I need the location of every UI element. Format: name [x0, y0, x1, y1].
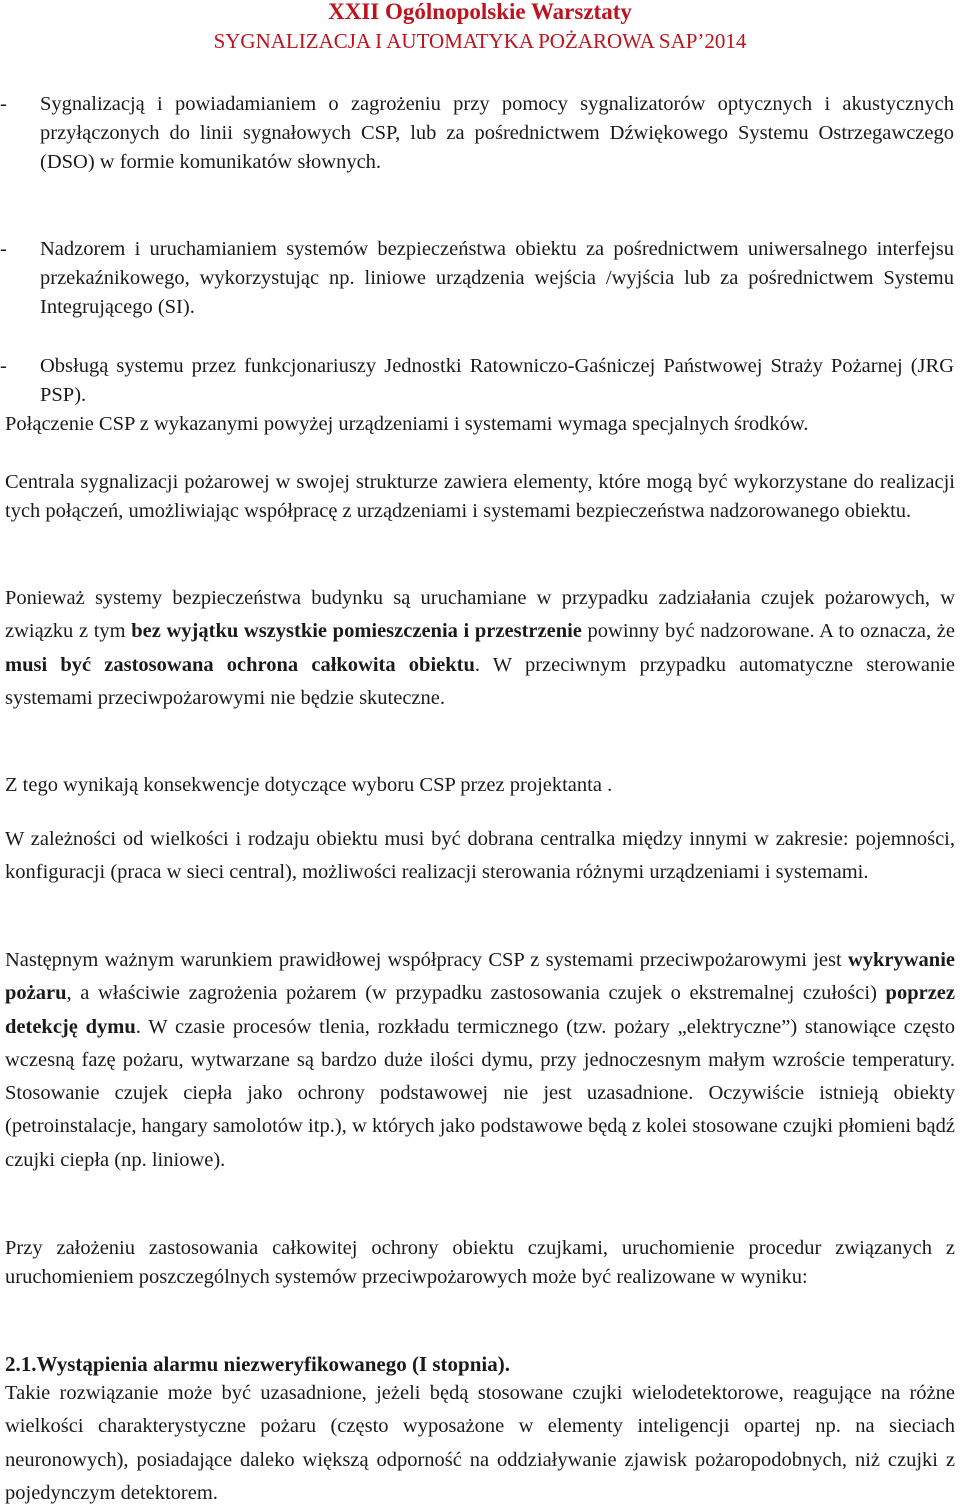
text-run: . W czasie procesów tlenia, rozkładu termicznego (tzw. pożary „elektryczne”) stanowiące często wczesną fazę pożaru, wytwarzane są bardzo duże ilości dymu, przy jednoczesnym małym wzroście temperatury. Stosowanie czujek ciepła jako ochrony podstawowej nie jest uzasadnione. Oczywiście istnieją obiekty (petroinstalacje, hangary samolotów itp.), w których jako podstawowe będą z kolei stosowane czujki płomieni bądź czujki ciepła (np. liniowe).: [5, 1015, 955, 1171]
paragraph-1: Połączenie CSP z wykazanymi powyżej urządzeniami i systemami wymaga specjalnych środków.: [5, 413, 809, 435]
text-run: . W przeciwnym przypadku automatyczne sterowanie systemami przeciwpożarowymi nie będzie skuteczne.: [5, 653, 955, 709]
paragraph-6: [5, 944, 955, 1177]
bullet-text: Obsługą systemu przez funkcjonariuszy Jednostki Ratowniczo-Gaśniczej Państwowej Straży Pożarnej (JRG PSP).: [40, 355, 954, 406]
paragraph-4: Z tego wynikają konsekwencje dotyczące wyboru CSP przez projektanta .: [5, 774, 613, 796]
bold-run: wykrywanie pożaru: [5, 949, 955, 1005]
paragraph-2: Centrala sygnalizacji pożarowej w swojej strukturze zawiera elementy, które mogą być wykorzystane do realizacji tych połączeń, umożliwiając współpracę z urządzeniami i systemami bezpieczeństwa nadzorowanego obiektu.: [5, 471, 955, 522]
bullet-item-1: [0, 90, 954, 177]
bullet-item-3: [0, 352, 954, 410]
paragraph-8: Takie rozwiązanie może być uzasadnione, jeżeli będą stosowane czujki wielodetektorowe, reagujące na różne wielkości charakterystyczne pożaru (często wyposażone w elementy inteligencji opartej np. na sieciach neuronowych), posiadające daleko większą odporność na oddziaływanie zjawisk pożaropodobnych, niż czujki z pojedynczym detektorem.: [5, 1382, 955, 1504]
bullet-marker: -: [0, 238, 7, 260]
bold-run: poprzez detekcję dymu: [5, 982, 955, 1038]
paragraph-5: W zależności od wielkości i rodzaju obiektu musi być dobrana centralka między innymi w zakresie: pojemności, konfiguracji (praca w sieci central), możliwości realizacji sterowania różnymi urządzeniami i systemami.: [5, 828, 955, 884]
section-heading: 2.1.Wystąpienia alarmu niezweryfikowanego (I stopnia).: [5, 1352, 510, 1376]
header-title: XXII Ogólnopolskie Warsztaty: [328, 0, 632, 24]
bullet-marker: -: [0, 93, 7, 115]
bold-run: musi być zastosowana ochrona całkowita obiektu: [5, 653, 475, 676]
paragraph-3: [5, 582, 955, 715]
bullet-item-2: [0, 235, 954, 322]
paragraph-7: Przy założeniu zastosowania całkowitej ochrony obiektu czujkami, uruchomienie procedur związanych z uruchomieniem poszczególnych systemów przeciwpożarowych może być realizowane w wyniku:: [5, 1237, 955, 1288]
bullet-text: Sygnalizacją i powiadamianiem o zagrożeniu przy pomocy sygnalizatorów optycznych i akustycznych przyłączonych do linii sygnałowych CSP, lub za pośrednictwem Dźwiękowego Systemu Ostrzegawczego (DSO) w formie komunikatów słownych.: [40, 93, 954, 173]
bullet-text: Nadzorem i uruchamianiem systemów bezpieczeństwa obiektu za pośrednictwem uniwersalnego interfejsu przekaźnikowego, wykorzystując np. liniowe urządzenia wejścia /wyjścia lub za pośrednictwem Systemu Integrującego (SI).: [40, 238, 954, 318]
bullet-marker: -: [0, 355, 7, 377]
text-run: powinny być nadzorowane. A to oznacza, że: [581, 620, 955, 643]
text-run: Następnym ważnym warunkiem prawidłowej współpracy CSP z systemami przeciwpożarowymi jest: [5, 949, 848, 971]
text-run: , a właściwie zagrożenia pożarem (w przypadku zastosowania czujek o ekstremalnej czułości): [66, 982, 886, 1005]
header-subtitle: SYGNALIZACJA I AUTOMATYKA POŻAROWA SAP’2014: [213, 29, 747, 53]
bold-run: bez wyjątku wszystkie pomieszczenia i przestrzenie: [131, 620, 582, 643]
text-run: Ponieważ systemy bezpieczeństwa budynku są uruchamiane w przypadku zadziałania czujek pożarowych, w związku z tym: [5, 587, 955, 643]
